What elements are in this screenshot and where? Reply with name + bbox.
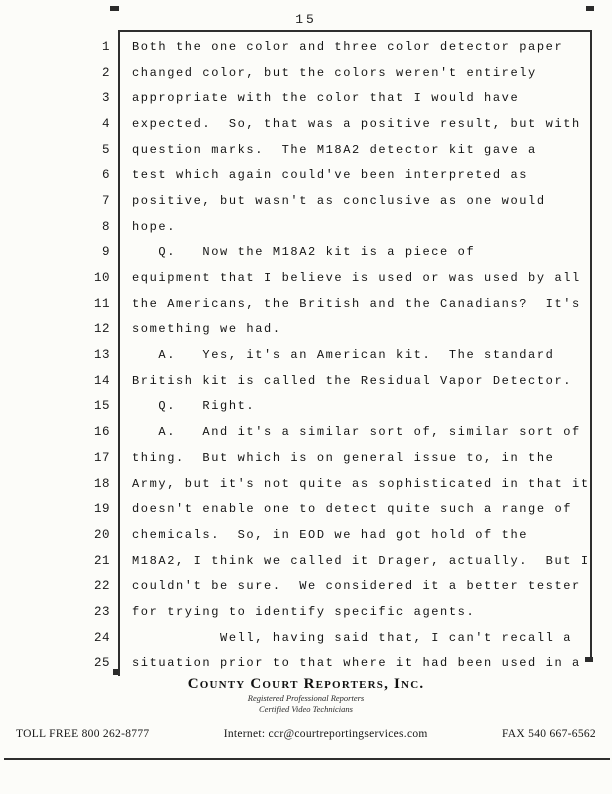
line-text: chemicals. So, in EOD we had got hold of the [132,527,529,542]
line-number: 1 [101,39,110,54]
contact-line [16,728,596,740]
line-text: A. Yes, it's an American kit. The standard [132,348,555,363]
line-number: 2 [101,65,110,80]
transcript-line [0,317,612,343]
transcript-line [0,651,612,677]
line-number: 13 [93,348,110,363]
top-rule [118,30,592,32]
line-number: 14 [93,373,110,388]
line-text: changed color, but the colors weren't entirely [132,65,537,80]
line-number: 11 [93,296,110,311]
line-number: 3 [101,91,110,106]
transcript-line [0,573,612,599]
line-text: couldn't be sure. We considered it a better tester [132,579,581,594]
transcript-line [0,394,612,420]
transcript-line [0,625,612,651]
toll-free-text: TOLL FREE 800 262-8777 [16,728,150,740]
transcript-line [0,240,612,266]
line-number: 23 [93,604,110,619]
line-number: 6 [101,168,110,183]
transcript-line [0,471,612,497]
line-number: 25 [93,656,110,671]
transcript-line [0,291,612,317]
line-text: Q. Now the M18A2 kit is a piece of [132,245,476,260]
line-number: 17 [93,450,110,465]
line-number: 18 [93,476,110,491]
line-number: 19 [93,502,110,517]
line-text: Army, but it's not quite as sophisticated in that it [132,476,590,491]
line-text: doesn't enable one to detect quite such a range of [132,502,573,517]
line-text: M18A2, I think we called it Drager, actually. But I [132,553,590,568]
line-text: British kit is called the Residual Vapor Detector. [132,373,573,388]
line-text: expected. So, that was a positive result, but with [132,116,581,131]
transcript-line [0,162,612,188]
internet-text: Internet: ccr@courtreportingservices.com [223,728,428,740]
page-number: 15 [295,12,317,27]
transcript-line [0,419,612,445]
line-text: equipment that I believe is used or was used by all [132,271,581,286]
line-number: 15 [93,399,110,414]
transcript-line [0,85,612,111]
line-number: 21 [93,553,110,568]
transcript-line [0,188,612,214]
line-number: 8 [101,219,110,234]
line-text: Q. Right. [132,399,256,414]
transcript-lines [0,34,612,676]
fax-text: FAX 540 667-6562 [501,728,596,740]
line-text: for trying to identify specific agents. [132,604,476,619]
line-text: A. And it's a similar sort of, similar sort of [132,425,581,440]
line-text: Both the one color and three color detector paper [132,39,564,54]
tagline-registered: Registered Professional Reporters [247,693,365,703]
line-text: Well, having said that, I can't recall a [132,630,573,645]
line-text: question marks. The M18A2 detector kit gave a [132,142,537,157]
footer [0,676,612,715]
line-number: 9 [101,245,110,260]
scan-mark-top-right [586,6,594,11]
line-number: 22 [93,579,110,594]
transcript-line [0,265,612,291]
transcript-line [0,496,612,522]
line-number: 16 [93,425,110,440]
tagline-certified: Certified Video Technicians [259,704,353,714]
line-text: something we had. [132,322,282,337]
line-text: thing. But which is on general issue to, in the [132,450,555,465]
transcript-line [0,60,612,86]
transcript-line [0,599,612,625]
bottom-rule [4,758,610,760]
transcript-line [0,522,612,548]
transcript-line [0,111,612,137]
transcript-line [0,342,612,368]
line-number: 10 [93,271,110,286]
line-number: 4 [101,116,110,131]
line-text: the Americans, the British and the Canadians? It's [132,296,581,311]
transcript-line [0,137,612,163]
scan-mark-top-left [110,6,119,11]
transcript-line [0,214,612,240]
line-text: hope. [132,219,177,234]
line-text: positive, but wasn't as conclusive as one would [132,193,546,208]
transcript-line [0,34,612,60]
line-text: appropriate with the color that I would have [132,91,520,106]
transcript-line [0,445,612,471]
line-number: 20 [93,527,110,542]
transcript-line [0,368,612,394]
transcript-line [0,548,612,574]
line-text: situation prior to that where it had been used in a [132,656,581,671]
line-number: 5 [101,142,110,157]
line-number: 12 [93,322,110,337]
company-name: County Court Reporters, Inc. [187,676,425,692]
line-number: 24 [93,630,110,645]
line-number: 7 [101,193,110,208]
line-text: test which again could've been interpreted as [132,168,529,183]
